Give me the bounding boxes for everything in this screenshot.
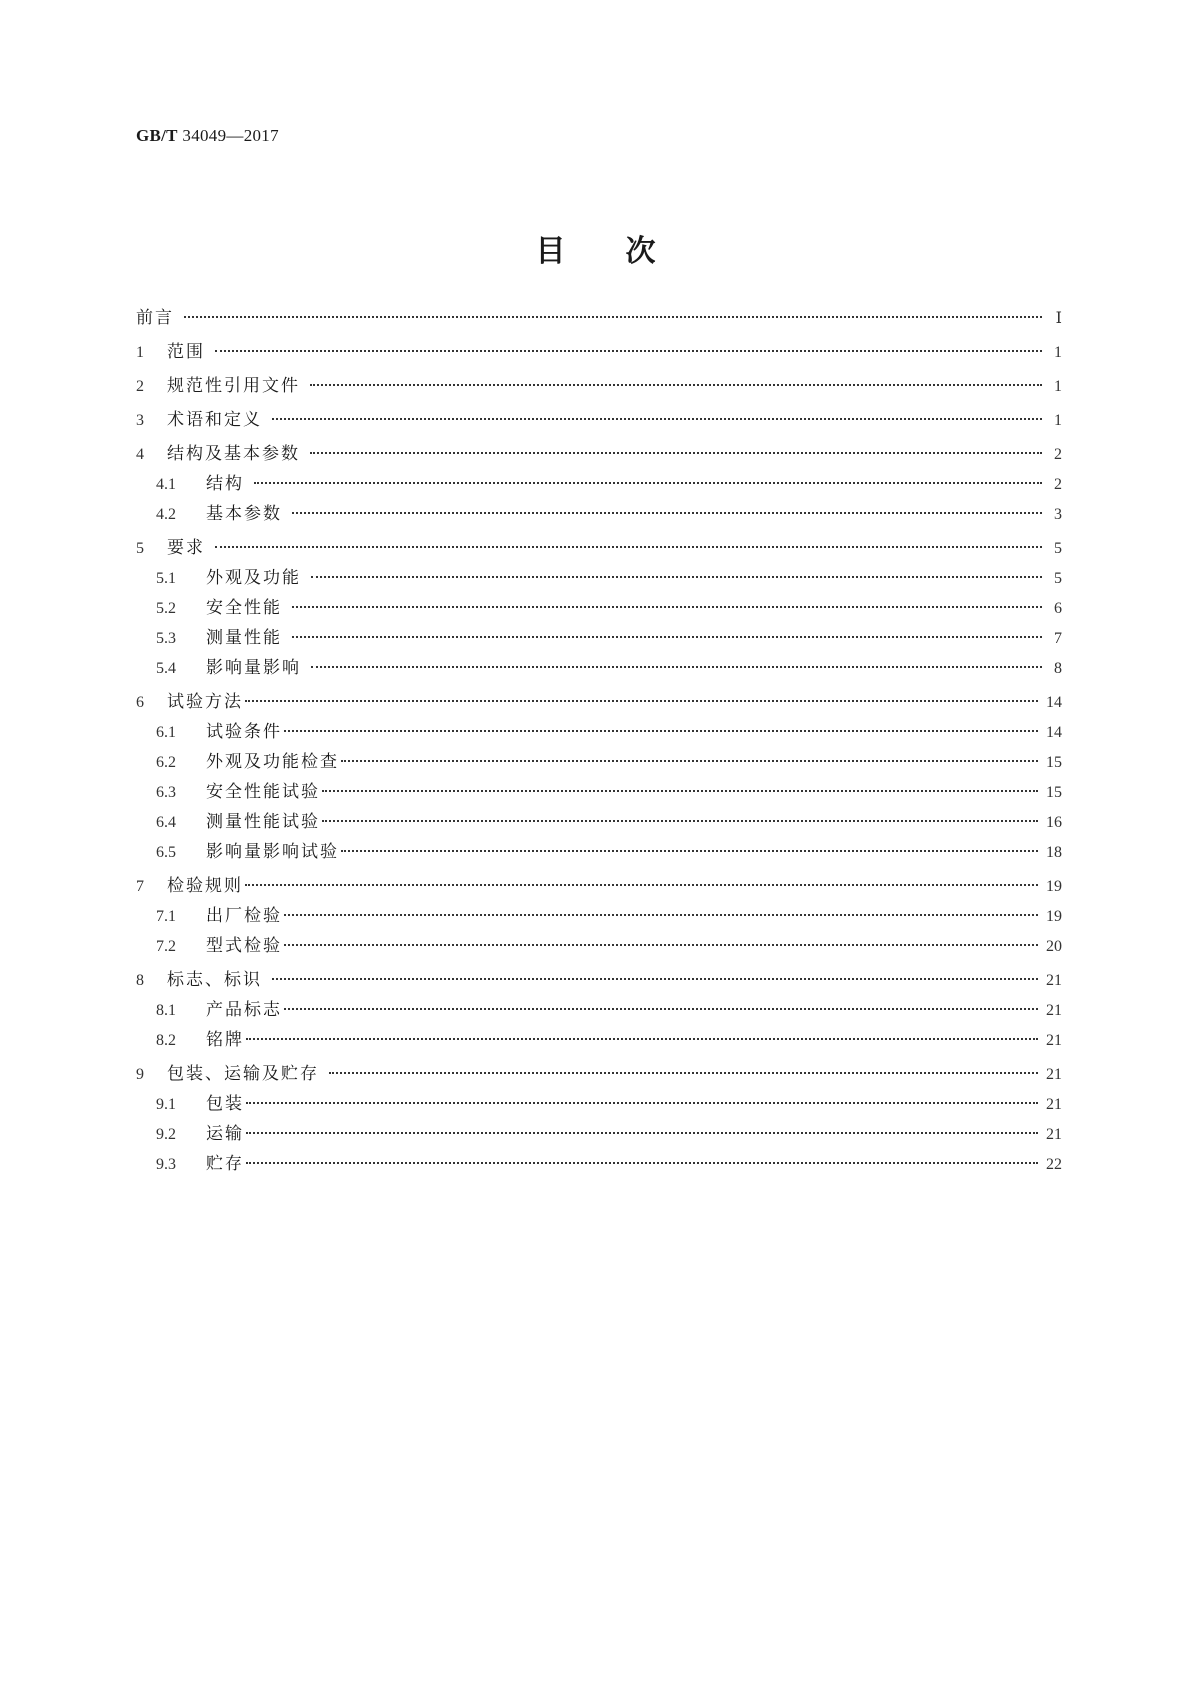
toc-entry-page: 7: [1054, 630, 1062, 647]
toc-entry[interactable]: [156, 749, 1062, 775]
toc-entry-title: 结构: [206, 474, 244, 494]
toc-dot-leader: [292, 512, 1042, 514]
toc-dot-leader: [254, 482, 1042, 484]
toc-entry[interactable]: [136, 689, 1062, 715]
toc-dot-leader: [292, 636, 1042, 638]
toc-entry-page: 8: [1054, 660, 1062, 677]
toc-entry-page: 2: [1054, 476, 1062, 493]
toc-entry[interactable]: [156, 997, 1062, 1023]
toc-entry-title: 试验条件: [206, 722, 282, 742]
toc-dot-leader: [272, 418, 1042, 420]
toc-entry-number: 8.2: [156, 1032, 176, 1049]
toc-entry-title: 贮存: [206, 1154, 244, 1174]
toc-entry-page: 5: [1054, 540, 1062, 557]
toc-entry-title: 检验规则: [167, 876, 243, 896]
toc-entry-page: 5: [1054, 570, 1062, 587]
toc-entry[interactable]: [156, 809, 1062, 835]
toc-entry[interactable]: [136, 535, 1062, 561]
toc-entry-number: 4.1: [156, 476, 176, 493]
toc-entry[interactable]: [136, 407, 1062, 433]
toc-entry-title: 产品标志: [206, 1000, 282, 1020]
toc-entry-title: 外观及功能: [206, 568, 301, 588]
toc-entry[interactable]: [156, 655, 1062, 681]
toc-dot-leader: [329, 1072, 1038, 1074]
toc-dot-leader: [184, 316, 1042, 318]
toc-dot-leader: [272, 978, 1038, 980]
toc-entry-page: 21: [1046, 972, 1062, 989]
toc-entry-number: 9.2: [156, 1126, 176, 1143]
toc-entry[interactable]: [156, 1121, 1062, 1147]
toc-entry-title: 运输: [206, 1124, 244, 1144]
toc-entry-page: 22: [1046, 1156, 1062, 1173]
toc-entry-page: 1: [1054, 378, 1062, 395]
toc-entry-page: 16: [1046, 814, 1062, 831]
toc-entry[interactable]: [136, 873, 1062, 899]
toc-entry-page: 21: [1046, 1032, 1062, 1049]
toc-entry[interactable]: [156, 719, 1062, 745]
toc-entry-title: 出厂检验: [206, 906, 282, 926]
toc-entry-title: 铭牌: [206, 1030, 244, 1050]
toc-dot-leader: [310, 384, 1042, 386]
toc-entry-page: 1: [1054, 412, 1062, 429]
toc-entry-number: 1: [136, 344, 144, 361]
toc-entry-title: 安全性能试验: [206, 782, 320, 802]
toc-entry-page: 21: [1046, 1002, 1062, 1019]
toc-dot-leader: [341, 850, 1038, 852]
standard-number: 34049—2017: [182, 126, 279, 145]
toc-entry-title: 术语和定义: [167, 410, 262, 430]
toc-entry[interactable]: [156, 625, 1062, 651]
toc-entry-title: 包装: [206, 1094, 244, 1114]
toc-entry[interactable]: [136, 373, 1062, 399]
toc-entry-title: 基本参数: [206, 504, 282, 524]
toc-entry-number: 4.2: [156, 506, 176, 523]
toc-entry-number: 5.3: [156, 630, 176, 647]
toc-entry-number: 8.1: [156, 1002, 176, 1019]
toc-dot-leader: [246, 1102, 1038, 1104]
toc-entry[interactable]: [156, 779, 1062, 805]
toc-entry-page: 21: [1046, 1126, 1062, 1143]
toc-dot-leader: [284, 944, 1038, 946]
toc-entry-title: 测量性能: [206, 628, 282, 648]
toc-entry-number: 2: [136, 378, 144, 395]
toc-entry-title: 影响量影响: [206, 658, 301, 678]
toc-entry-number: 7.2: [156, 938, 176, 955]
toc-entry-title: 外观及功能检查: [206, 752, 339, 772]
toc-dot-leader: [322, 820, 1038, 822]
toc-entry[interactable]: [156, 1091, 1062, 1117]
toc-entry-number: 7: [136, 878, 144, 895]
toc-entry[interactable]: [156, 501, 1062, 527]
toc-entry-page: 14: [1046, 694, 1062, 711]
toc-entry-page: 21: [1046, 1066, 1062, 1083]
toc-dot-leader: [292, 606, 1042, 608]
toc-dot-leader: [246, 1038, 1038, 1040]
toc-entry-title: 范围: [167, 342, 205, 362]
toc-dot-leader: [246, 1162, 1038, 1164]
toc-dot-leader: [341, 760, 1038, 762]
toc-entry-number: 5: [136, 540, 144, 557]
toc-entry[interactable]: [136, 305, 1062, 331]
toc-entry-page: 19: [1046, 908, 1062, 925]
toc-entry-number: 9: [136, 1066, 144, 1083]
toc-entry[interactable]: [136, 339, 1062, 365]
toc-entry-number: 6.4: [156, 814, 176, 831]
toc-entry-title: 影响量影响试验: [206, 842, 339, 862]
toc-entry-page: 6: [1054, 600, 1062, 617]
toc-dot-leader: [310, 452, 1042, 454]
toc-entry-title: 型式检验: [206, 936, 282, 956]
toc-dot-leader: [245, 700, 1038, 702]
toc-entry-number: 5.2: [156, 600, 176, 617]
toc-entry-number: 8: [136, 972, 144, 989]
toc-entry-page: 18: [1046, 844, 1062, 861]
toc-entry-page: 19: [1046, 878, 1062, 895]
toc-entry-title: 规范性引用文件: [167, 376, 300, 396]
toc-entry[interactable]: [156, 933, 1062, 959]
toc-entry-page: 14: [1046, 724, 1062, 741]
toc-entry-title: 测量性能试验: [206, 812, 320, 832]
toc-entry-number: 5.4: [156, 660, 176, 677]
toc-entry-title: 标志、标识: [167, 970, 262, 990]
toc-entry-page: Ⅰ: [1055, 310, 1062, 327]
toc-entry[interactable]: [136, 441, 1062, 467]
toc-entry-page: 20: [1046, 938, 1062, 955]
toc-entry[interactable]: [136, 967, 1062, 993]
toc-entry-number: 9.3: [156, 1156, 176, 1173]
toc-entry[interactable]: [156, 903, 1062, 929]
toc-dot-leader: [215, 546, 1042, 548]
toc-entry-number: 3: [136, 412, 144, 429]
toc-dot-leader: [322, 790, 1038, 792]
toc-entry[interactable]: [156, 839, 1062, 865]
standard-prefix: GB/T: [136, 126, 178, 145]
toc-dot-leader: [311, 576, 1042, 578]
toc-dot-leader: [215, 350, 1042, 352]
toc-dot-leader: [284, 1008, 1038, 1010]
toc-entry-page: 2: [1054, 446, 1062, 463]
toc-dot-leader: [311, 666, 1042, 668]
toc-entry[interactable]: [136, 1061, 1062, 1087]
toc-entry-number: 6.5: [156, 844, 176, 861]
toc-entry-title: 包装、运输及贮存: [167, 1064, 319, 1084]
toc-entry-page: 21: [1046, 1096, 1062, 1113]
toc-entry-title: 要求: [167, 538, 205, 558]
toc-entry[interactable]: [156, 595, 1062, 621]
toc-entry[interactable]: [156, 471, 1062, 497]
toc-entry-number: 5.1: [156, 570, 176, 587]
toc-entry-page: 15: [1046, 784, 1062, 801]
toc-entry-number: 6.1: [156, 724, 176, 741]
toc-dot-leader: [245, 884, 1038, 886]
page-title: 目次: [535, 234, 716, 269]
toc-entry-number: 9.1: [156, 1096, 176, 1113]
toc-entry[interactable]: [156, 565, 1062, 591]
toc-entry-title: 结构及基本参数: [167, 444, 300, 464]
toc-entry-page: 1: [1054, 344, 1062, 361]
toc-entry[interactable]: [156, 1151, 1062, 1177]
toc-entry-number: 7.1: [156, 908, 176, 925]
toc-entry-page: 3: [1054, 506, 1062, 523]
document-code: [136, 126, 279, 146]
toc-entry-number: 6.3: [156, 784, 176, 801]
toc-entry-title: 试验方法: [167, 692, 243, 712]
toc-dot-leader: [284, 730, 1038, 732]
toc-entry[interactable]: [156, 1027, 1062, 1053]
toc-entry-title: 安全性能: [206, 598, 282, 618]
toc-entry-title: 前言: [136, 308, 174, 328]
toc-dot-leader: [284, 914, 1038, 916]
toc-dot-leader: [246, 1132, 1038, 1134]
toc-entry-page: 15: [1046, 754, 1062, 771]
toc-entry-number: 6.2: [156, 754, 176, 771]
toc-entry-number: 6: [136, 694, 144, 711]
toc-entry-number: 4: [136, 446, 144, 463]
